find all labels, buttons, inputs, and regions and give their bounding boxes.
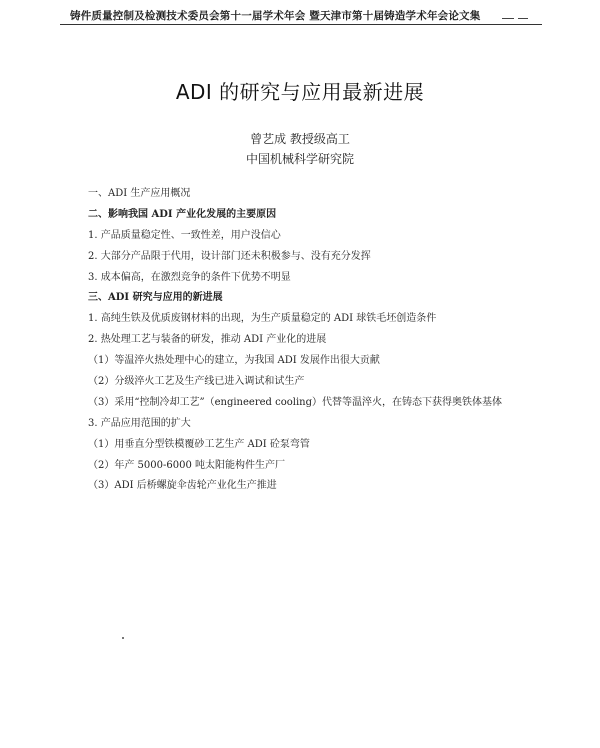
outline-list bbox=[88, 184, 558, 497]
outline-item: 3. 产品应用范围的扩大 bbox=[88, 417, 191, 429]
outline-item: 2. 热处理工艺与装备的研发，推动 ADI 产业化的进展 bbox=[88, 334, 327, 346]
outline-item: 3. 成本偏高，在激烈竞争的条件下优势不明显 bbox=[88, 271, 291, 283]
outline-item: 1. 高纯生铁及优质废钢材料的出现，为生产质量稳定的 ADI 球铁毛坯创造条件 bbox=[88, 313, 437, 325]
paper-affiliation: 中国机械科学研究院 bbox=[245, 152, 354, 166]
outline-item: （2）分级淬火工艺及生产线已进入调试和试生产 bbox=[88, 376, 305, 388]
header-dash-mark bbox=[518, 18, 528, 19]
outline-item: （3）采用“控制冷却工艺”（engineered cooling）代替等温淬火，在铸态下获得奥铁体基体 bbox=[88, 396, 502, 408]
header-dash-mark bbox=[502, 18, 514, 19]
outline-item: 二、影响我国 ADI 产业化发展的主要原因 bbox=[88, 208, 277, 220]
running-header-title: 铸件质量控制及检测技术委员会第十一届学术年会 暨天津市第十届铸造学术年会论文集 bbox=[70, 10, 481, 22]
outline-item: 2. 大部分产品限于代用，设计部门还未积极参与、没有充分发挥 bbox=[88, 250, 371, 262]
outline-item: 三、ADI 研究与应用的新进展 bbox=[88, 292, 223, 304]
outline-item: （2）年产 5000-6000 吨太阳能构件生产厂 bbox=[88, 459, 285, 471]
paper-author: 曾艺成 教授级高工 bbox=[250, 132, 350, 146]
paper-title: ADI 的研究与应用最新进展 bbox=[175, 80, 425, 104]
scan-speck bbox=[122, 637, 124, 639]
outline-item: （1）等温淬火热处理中心的建立，为我国 ADI 发展作出很大贡献 bbox=[88, 355, 380, 367]
outline-item: 一、ADI 生产应用概况 bbox=[88, 188, 191, 199]
header-rule bbox=[60, 24, 542, 25]
outline-item: 1. 产品质量稳定性、一致性差，用户没信心 bbox=[88, 229, 281, 241]
outline-item: （3）ADI 后桥螺旋伞齿轮产业化生产推进 bbox=[88, 480, 277, 492]
outline-item: （1）用垂直分型铁模覆砂工艺生产 ADI 砼泵弯管 bbox=[88, 438, 310, 450]
